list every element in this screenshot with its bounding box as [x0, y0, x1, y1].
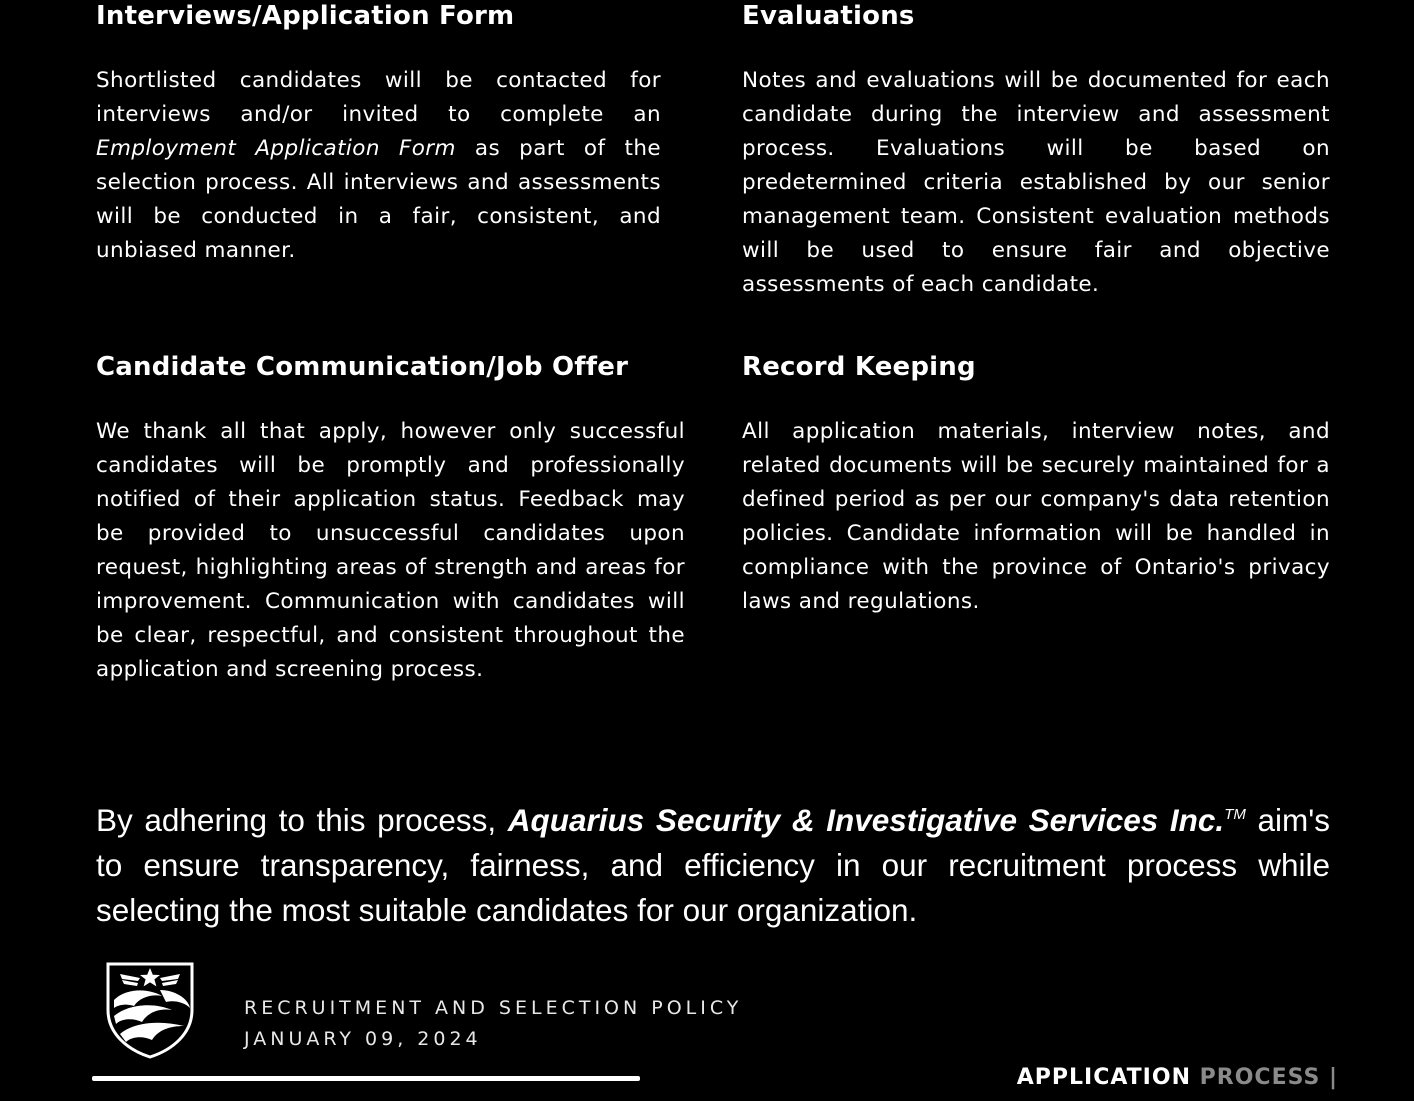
footer-divider: [92, 1076, 640, 1081]
interviews-body: [96, 64, 661, 268]
trademark-symbol: TM: [1224, 806, 1246, 823]
policy-date: JANUARY 09, 2024: [244, 1028, 482, 1050]
section-evaluations: [742, 0, 1330, 302]
communication-body: We thank all that apply, however only successful candidates will be promptly and professionally notified of their application status. Feedback may be provided to unsuccessful candidates upon request, highlighting areas of strength and areas for improvement. Communication with candidates will be clear, respectful, and consistent throughout the application and screening process.: [96, 419, 685, 682]
communication-heading: Candidate Communication/Job Offer: [96, 352, 629, 382]
shield-wave-star-logo-icon: [104, 960, 196, 1060]
interviews-heading: Interviews/Application Form: [96, 1, 515, 31]
policy-title: RECRUITMENT AND SELECTION POLICY: [244, 997, 743, 1019]
closing-end: aim's to ensure transparency, fairness, and efficiency in our recruitment process while selecting the most suitable candidates for our organization.: [96, 802, 1330, 928]
footer-label-process: PROCESS |: [1199, 1065, 1338, 1090]
records-heading: Record Keeping: [742, 352, 976, 382]
section-communication: [96, 351, 685, 687]
interviews-body-start: Shortlisted candidates will be contacted for interviews and/or invited to complete an: [96, 68, 661, 127]
footer-section-label: [1017, 1065, 1338, 1090]
company-name: [508, 802, 1246, 838]
closing-start: By adhering to this process,: [96, 802, 508, 838]
employment-form-name: Employment Application Form: [96, 136, 456, 161]
footer-label-application: APPLICATION: [1016, 1065, 1191, 1090]
evaluations-body: Notes and evaluations will be documented for each candidate during the interview and assessment process. Evaluations will be based on predetermined criteria established by our senior management team. Consistent evaluation methods will be used to ensure fair and objective assessments of each candidate.: [742, 68, 1330, 297]
closing-statement: [96, 798, 1330, 933]
evaluations-heading: Evaluations: [742, 1, 915, 31]
section-interviews: [96, 0, 661, 268]
interviews-body-end: as part of the selection process. All interviews and assessments will be conducted in a fair, consistent, and unbiased manner.: [96, 136, 662, 263]
records-body: All application materials, interview notes, and related documents will be securely maintained for a defined period as per our company's data retention policies. Candidate information will be handled in compliance with the province of Ontario's privacy laws and regulations.: [742, 419, 1330, 614]
company-name-text: Aquarius Security & Investigative Services Inc.: [507, 802, 1225, 838]
section-records: [742, 351, 1330, 619]
